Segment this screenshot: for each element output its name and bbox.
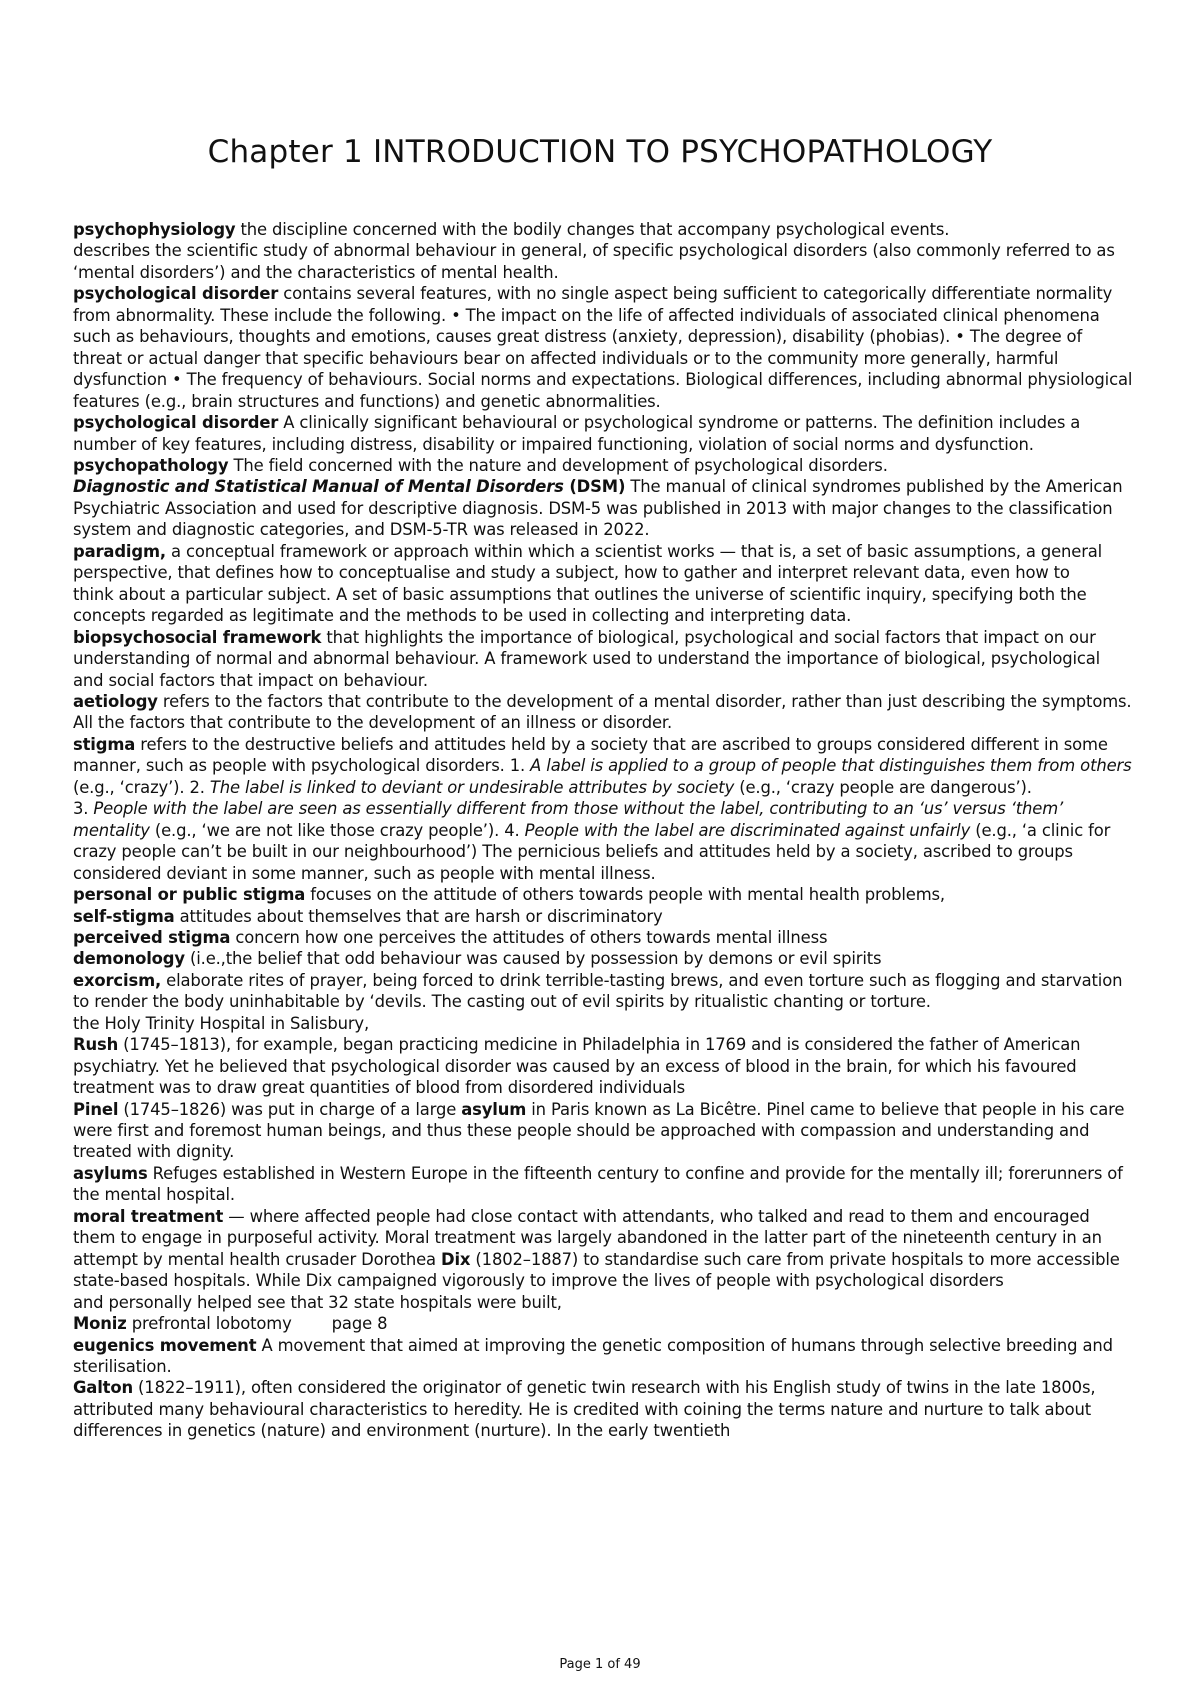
definition: Refuges established in Western Europe in the fifteenth century to confine and provide for the mentally ill; forerunners of the mental hospital.	[73, 1163, 1123, 1205]
term: Rush	[73, 1035, 119, 1055]
entry-psychological-disorder-definition	[73, 412, 1133, 455]
definition-italic: A label is applied to a group of people that distinguishes them from others	[530, 756, 1132, 776]
term: exorcism,	[73, 970, 162, 990]
definition: (1802–1887) to standardise such care from private hospitals to more accessible state-based hospitals. While Dix campaigned vigorously to improve the lives of people with psychological disorders	[73, 1249, 1120, 1291]
term: psychological disorder	[73, 413, 279, 433]
definition: (1745–1826) was put in charge of a large	[118, 1099, 462, 1119]
entry-stigma	[73, 734, 1133, 798]
entry-asylums	[73, 1163, 1133, 1206]
definition: (i.e.,the belief that odd behaviour was caused by possession by demons or evil spirits	[184, 949, 882, 969]
term: moral treatment	[73, 1206, 224, 1226]
definition: — where affected people had close contact with attendants, who talked and read to them and encouraged them to engage in purposeful activity. Moral treatment was largely abandoned in the latter part of the nineteenth century in an attempt by mental health crusader Dorothea	[73, 1206, 1102, 1269]
definition-italic: People with the label are discriminated against unfairly	[524, 820, 971, 840]
entry-psychophysiology	[73, 219, 1133, 240]
term: asylums	[73, 1163, 148, 1183]
definition: the Holy Trinity Hospital in Salisbury,	[73, 1013, 370, 1033]
entry-psychopathology	[73, 455, 1133, 476]
entry-state-hospitals	[73, 1292, 1133, 1313]
entry-psychopathology-description	[73, 240, 1133, 283]
definition: elaborate rites of prayer, being forced to drink terrible-tasting brews, and even torture such as flogging and starvation to render the body uninhabitable by ‘devils. The casting out of evil spirits by ritualistic chanting or torture.	[73, 970, 1123, 1012]
entry-biopsychosocial-framework	[73, 627, 1133, 691]
entry-eugenics-movement	[73, 1335, 1133, 1378]
term: demonology	[73, 949, 185, 969]
definition: contains several features, with no single aspect being sufficient to categorically differentiate normality from abnormality. These include the following. • The impact on the life of affected individuals of associated clinical phenomena such as behaviours, thoughts and emotions, causes great distress (anxiety, depression), disability (phobias). • The degree of threat or actual danger that specific behaviours bear on affected individuals or to the community more generally, harmful dysfunction • The frequency of behaviours. Social norms and expectations. Biological differences, including abnormal physiological features (e.g., brain structures and functions) and genetic abnormalities.	[73, 284, 1133, 411]
entry-moniz	[73, 1313, 1133, 1334]
definition: a conceptual framework or approach within which a scientist works — that is, a set of basic assumptions, a general perspective, that defines how to conceptualise and study a subject, how to gather and interpret relevant data, even how to	[73, 541, 1103, 583]
term: paradigm,	[73, 541, 166, 561]
term: Galton	[73, 1378, 133, 1398]
definition-italic: People with the label are seen as essentially different from those without the label, contributing to an ‘us’ versus ‘them’ mentality	[73, 799, 1064, 840]
definition: (e.g., ‘crazy’). 2.	[73, 777, 210, 797]
entry-public-stigma	[73, 884, 1133, 905]
term: aetiology	[73, 691, 158, 711]
definition: refers to the destructive beliefs and attitudes held by a society that are ascribed to groups considered different in some manner, such as people with psychological disorders. 1.	[73, 734, 1108, 776]
term-inline: Dix	[441, 1249, 471, 1269]
entry-galton	[73, 1377, 1133, 1441]
entry-dsm	[73, 476, 1133, 540]
term: psychological disorder	[73, 284, 279, 304]
definition: (e.g., ‘we are not like those crazy people’). 4.	[149, 820, 525, 840]
term: psychophysiology	[73, 220, 236, 239]
entry-paradigm	[73, 541, 1133, 584]
term: Moniz	[73, 1314, 127, 1334]
definition: describes the scientific study of abnormal behaviour in general, of specific psychological disorders (also commonly referred to as ‘mental disorders’) and the characteristics of mental health.	[73, 241, 1115, 282]
page-title: Chapter 1 INTRODUCTION TO PSYCHOPATHOLOGY	[207, 134, 993, 170]
definition: 3.	[73, 799, 94, 819]
definition: (e.g., ‘a clinic for crazy people can’t be built in our neighbourhood’) The pernicious beliefs and attitudes held by a society, ascribed to groups considered deviant in some manner, such as people with mental illness.	[73, 820, 1111, 883]
definition: (1745–1813), for example, began practicing medicine in Philadelphia in 1769 and is considered the father of American psychiatry. Yet he believed that psychological disorder was caused by an excess of blood in the brain, for which his favoured treatment was to draw great quantities of blood from disordered individuals	[73, 1035, 1081, 1098]
definition: focuses on the attitude of others towards people with mental health problems,	[305, 885, 945, 905]
term: personal or public stigma	[73, 885, 306, 905]
term: Pinel	[73, 1099, 119, 1119]
entry-moral-treatment	[73, 1206, 1133, 1292]
entry-self-stigma	[73, 906, 1133, 927]
definition: The manual of clinical syndromes published by the American Psychiatric Association and used for descriptive diagnosis. DSM-5 was published in 2013 with major changes to the classification system and diagnostic categories, and DSM-5-TR was released in 2022.	[73, 477, 1123, 540]
definition: think about a particular subject. A set of basic assumptions that outlines the universe of scientific inquiry, specifying both the concepts regarded as legitimate and the methods to be used in collecting and interpreting data.	[73, 584, 1087, 626]
entry-paradigm-continued	[73, 584, 1133, 627]
definition: refers to the factors that contribute to the development of a mental disorder, rather than just describing the symptoms. All the factors that contribute to the development of an illness or disorder.	[73, 691, 1132, 733]
page-footer: Page 1 of 49	[559, 1657, 641, 1672]
definition-italic: The label is linked to deviant or undesirable attributes by society	[209, 777, 735, 797]
entry-aetiology	[73, 691, 1133, 734]
document-body	[73, 219, 1133, 1442]
definition: (e.g., ‘crazy people are dangerous’).	[734, 777, 1032, 797]
term: perceived stigma	[73, 927, 231, 947]
term	[73, 477, 625, 496]
definition: prefrontal lobotomy	[126, 1314, 292, 1334]
term-italic: Diagnostic and Statistical Manual of Mental Disorders	[73, 477, 564, 497]
entry-stigma-continued	[73, 798, 1133, 884]
definition: in Paris known as La Bicêtre. Pinel came to believe that people in his care were first and foremost human beings, and thus these people should be approached with compassion and understanding and treated with dignity.	[73, 1099, 1125, 1162]
entry-holy-trinity	[73, 1013, 1133, 1034]
definition: concern how one perceives the attitudes of others towards mental illness	[230, 927, 828, 947]
definition: attitudes about themselves that are harsh or discriminatory	[174, 906, 663, 926]
entry-psychological-disorder-features	[73, 283, 1133, 412]
term: eugenics movement	[73, 1335, 257, 1355]
definition: the discipline concerned with the bodily changes that accompany psychological events.	[235, 220, 950, 239]
term: biopsychosocial framework	[73, 627, 322, 647]
definition: (1822–1911), often considered the originator of genetic twin research with his English study of twins in the late 1800s, attributed many behavioural characteristics to heredity. He is credited with coining the terms nature and nurture to talk about differences in genetics (nature) and environment (nurture). In the early twentieth	[73, 1378, 1096, 1441]
entry-pinel	[73, 1099, 1133, 1163]
definition: The field concerned with the nature and development of psychological disorders.	[228, 455, 888, 475]
term-tail: (DSM)	[563, 477, 626, 497]
definition: A clinically significant behavioural or psychological syndrome or patterns. The definition includes a number of key features, including distress, disability or impaired functioning, violation of social norms and dysfunction.	[73, 413, 1081, 454]
entry-rush	[73, 1034, 1133, 1098]
term: psychopathology	[73, 455, 229, 475]
definition: and personally helped see that 32 state hospitals were built,	[73, 1292, 562, 1312]
entry-exorcism	[73, 970, 1133, 1013]
term-inline: asylum	[461, 1099, 527, 1119]
entry-demonology	[73, 948, 1133, 969]
term: self-stigma	[73, 906, 175, 926]
definition: that highlights the importance of biological, psychological and social factors that impact on our understanding of normal and abnormal behaviour. A framework used to understand the importance of biological, psychological and social factors that impact on behaviour.	[73, 627, 1101, 690]
page-reference: page 8	[331, 1314, 388, 1334]
definition: A movement that aimed at improving the genetic composition of humans through selective breeding and sterilisation.	[73, 1335, 1113, 1377]
entry-perceived-stigma	[73, 927, 1133, 948]
term: stigma	[73, 734, 136, 754]
